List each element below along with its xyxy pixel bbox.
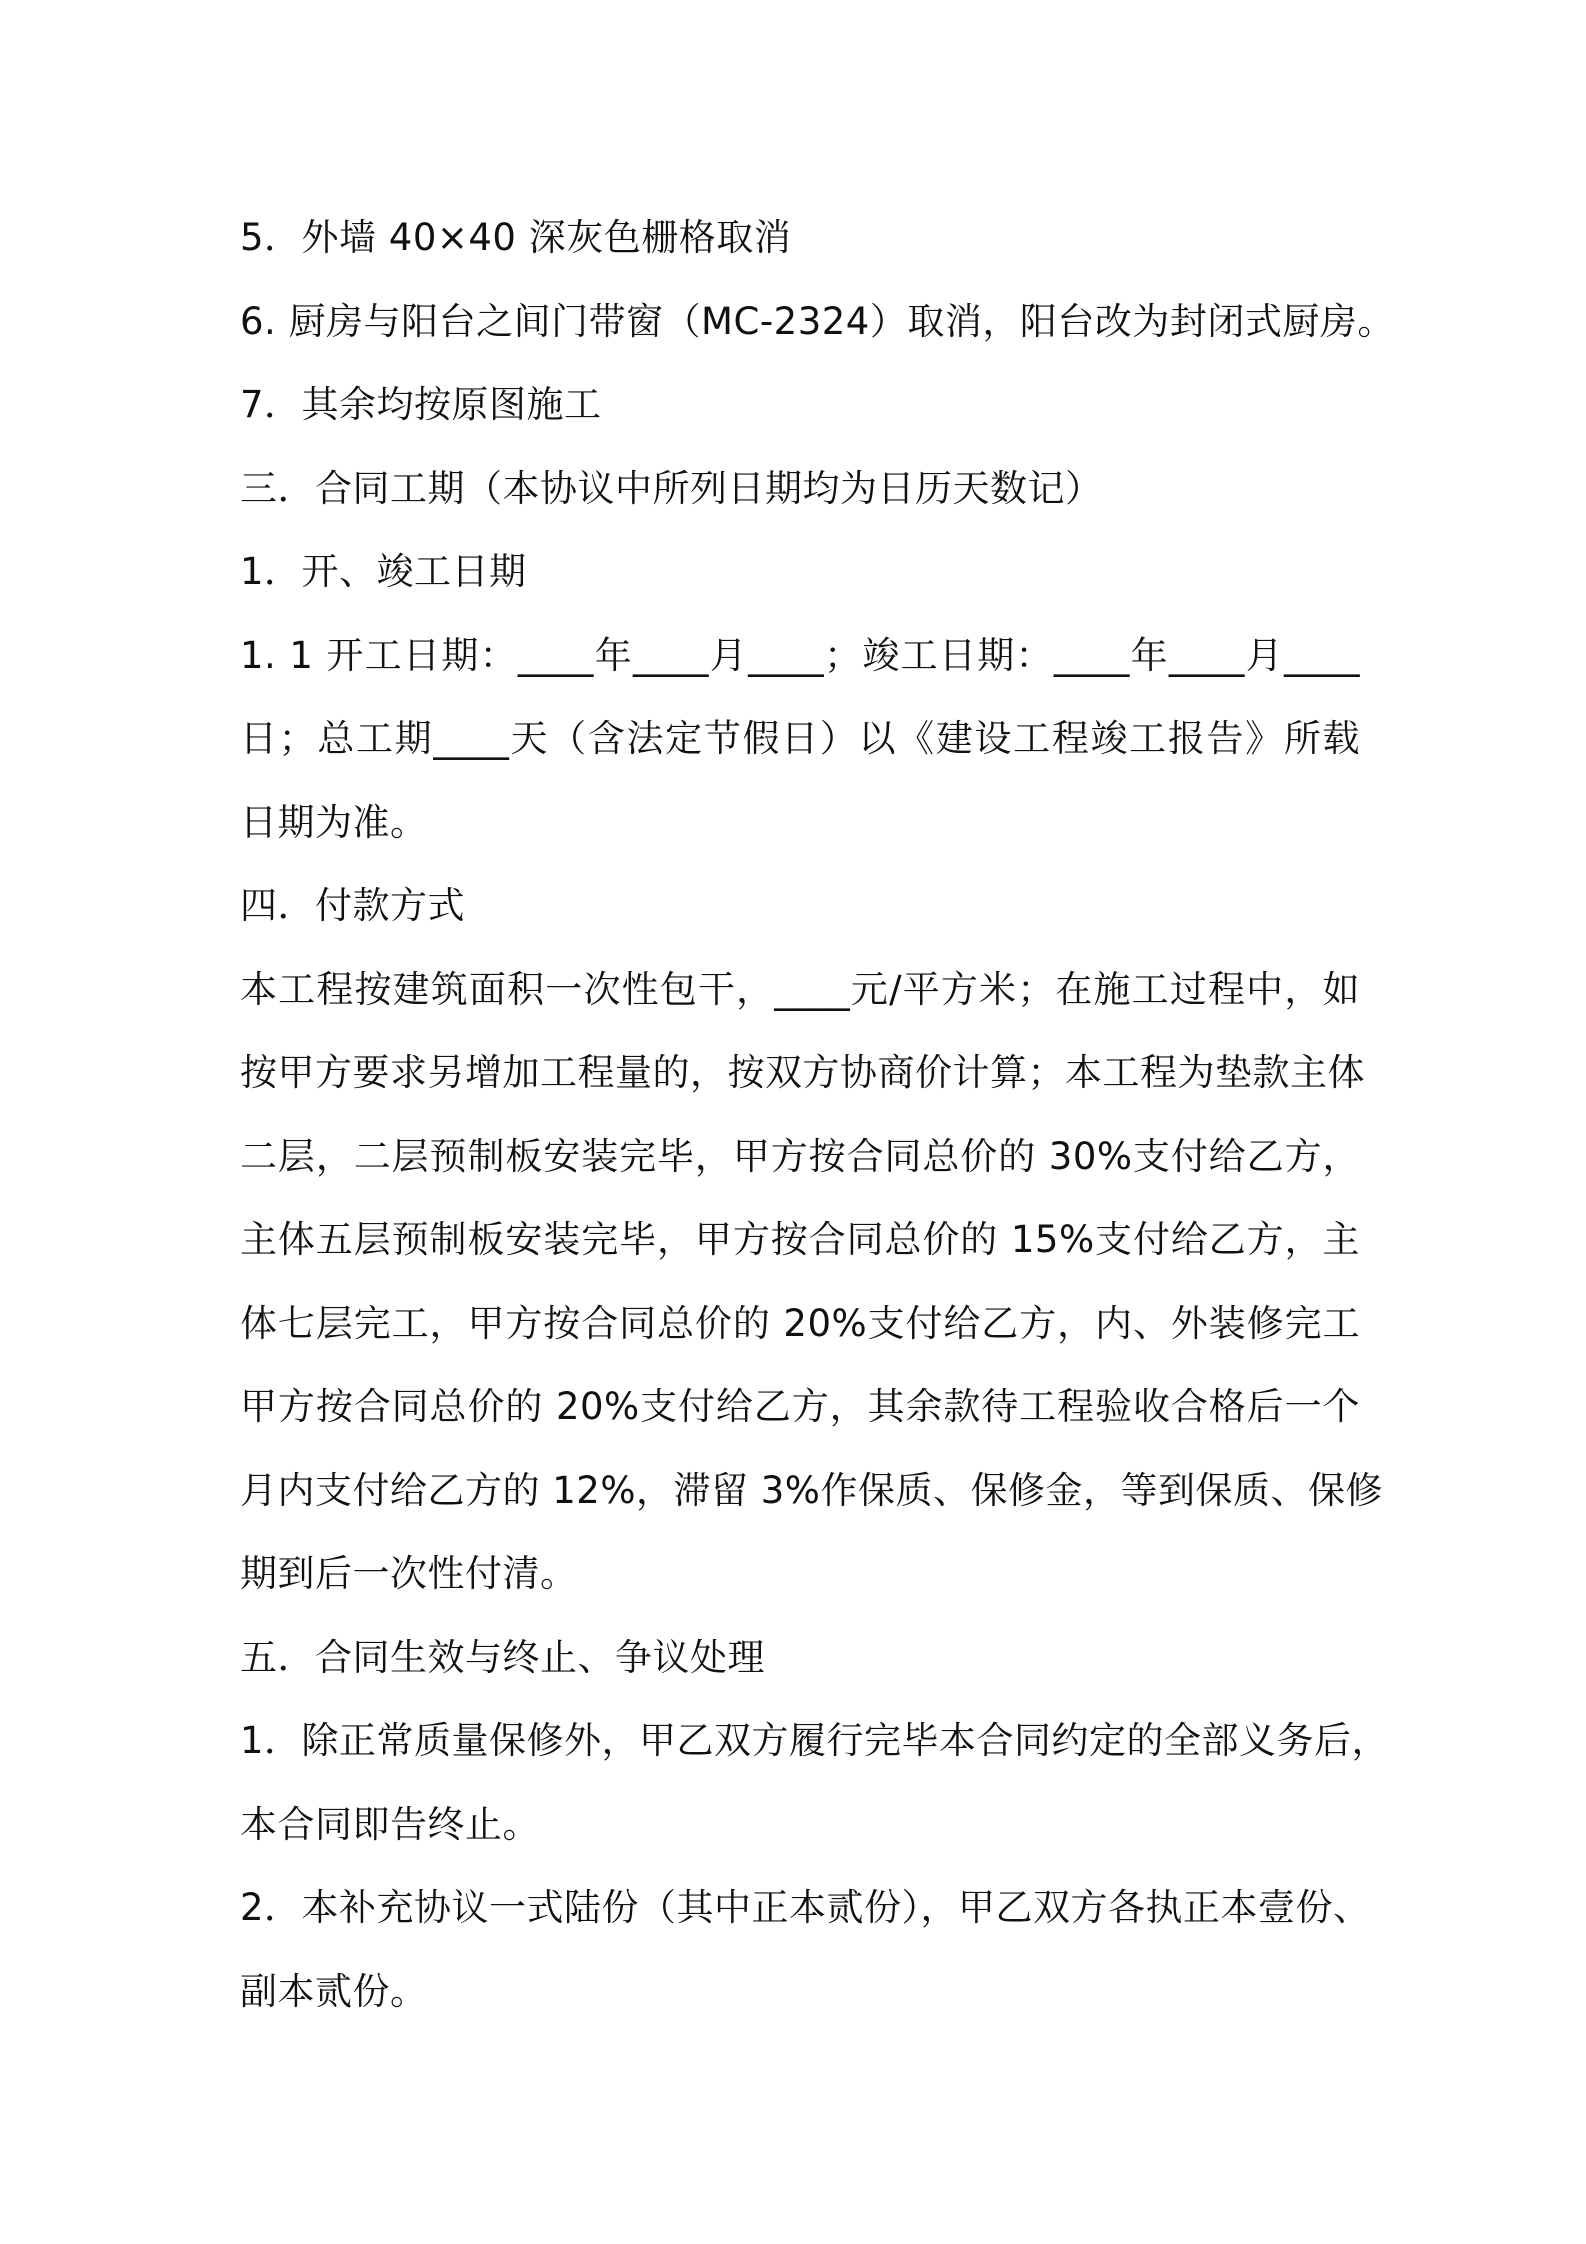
paragraph-line: 1．除正常质量保修外，甲乙双方履行完毕本合同约定的全部义务后， xyxy=(240,1719,1390,1762)
paragraph-line: 本合同即告终止。 xyxy=(240,1802,540,1846)
paragraph-line: 日；总工期____天（含法定节假日）以《建设工程竣工报告》所载 xyxy=(240,717,1360,760)
paragraph-line: 主体五层预制板安装完毕，甲方按合同总价的 15%支付给乙方，主 xyxy=(240,1218,1360,1261)
paragraph-line: 副本贰份。 xyxy=(240,1969,428,2013)
paragraph-line: 月内支付给乙方的 12%，滞留 3%作保质、保修金，等到保质、保修 xyxy=(240,1468,1383,1512)
clause-7-remaining-work: 7．其余均按原图施工 xyxy=(240,383,602,426)
paragraph-line: 体七层完工，甲方按合同总价的 20%支付给乙方，内、外装修完工 xyxy=(240,1301,1360,1345)
document-body xyxy=(240,196,1395,2033)
paragraph-line: 甲方按合同总价的 20%支付给乙方，其余款待工程验收合格后一个 xyxy=(240,1385,1360,1428)
paragraph-line: 按甲方要求另增加工程量的，按双方协商价计算；本工程为垫款主体 xyxy=(240,1051,1365,1094)
paragraph-line: 期到后一次性付清。 xyxy=(240,1552,578,1595)
section-heading-effect-termination: 五．合同生效与终止、争议处理 xyxy=(240,1635,765,1679)
subheading-start-completion-dates: 1．开、竣工日期 xyxy=(240,550,527,593)
section-heading-contract-period: 三．合同工期（本协议中所列日期均为日历天数记） xyxy=(240,466,1103,510)
section-heading-payment-method: 四．付款方式 xyxy=(240,884,465,927)
clause-6-kitchen-balcony: 6. 厨房与阳台之间门带窗（MC-2324）取消，阳台改为封闭式厨房。 xyxy=(240,299,1395,343)
paragraph-line: 1. 1 开工日期：____年____月____；竣工日期：____年____月____ xyxy=(240,633,1360,677)
clause-5-exterior-grille: 5．外墙 40×40 深灰色栅格取消 xyxy=(240,216,792,259)
paragraph-line: 2．本补充协议一式陆份（其中正本贰份），甲乙双方各执正本壹份、 xyxy=(240,1886,1371,1929)
paragraph-line: 二层，二层预制板安装完毕，甲方按合同总价的 30%支付给乙方， xyxy=(240,1134,1360,1178)
paragraph-line: 本工程按建筑面积一次性包干，____元/平方米；在施工过程中，如 xyxy=(240,967,1360,1011)
paragraph-line: 日期为准。 xyxy=(240,800,428,844)
